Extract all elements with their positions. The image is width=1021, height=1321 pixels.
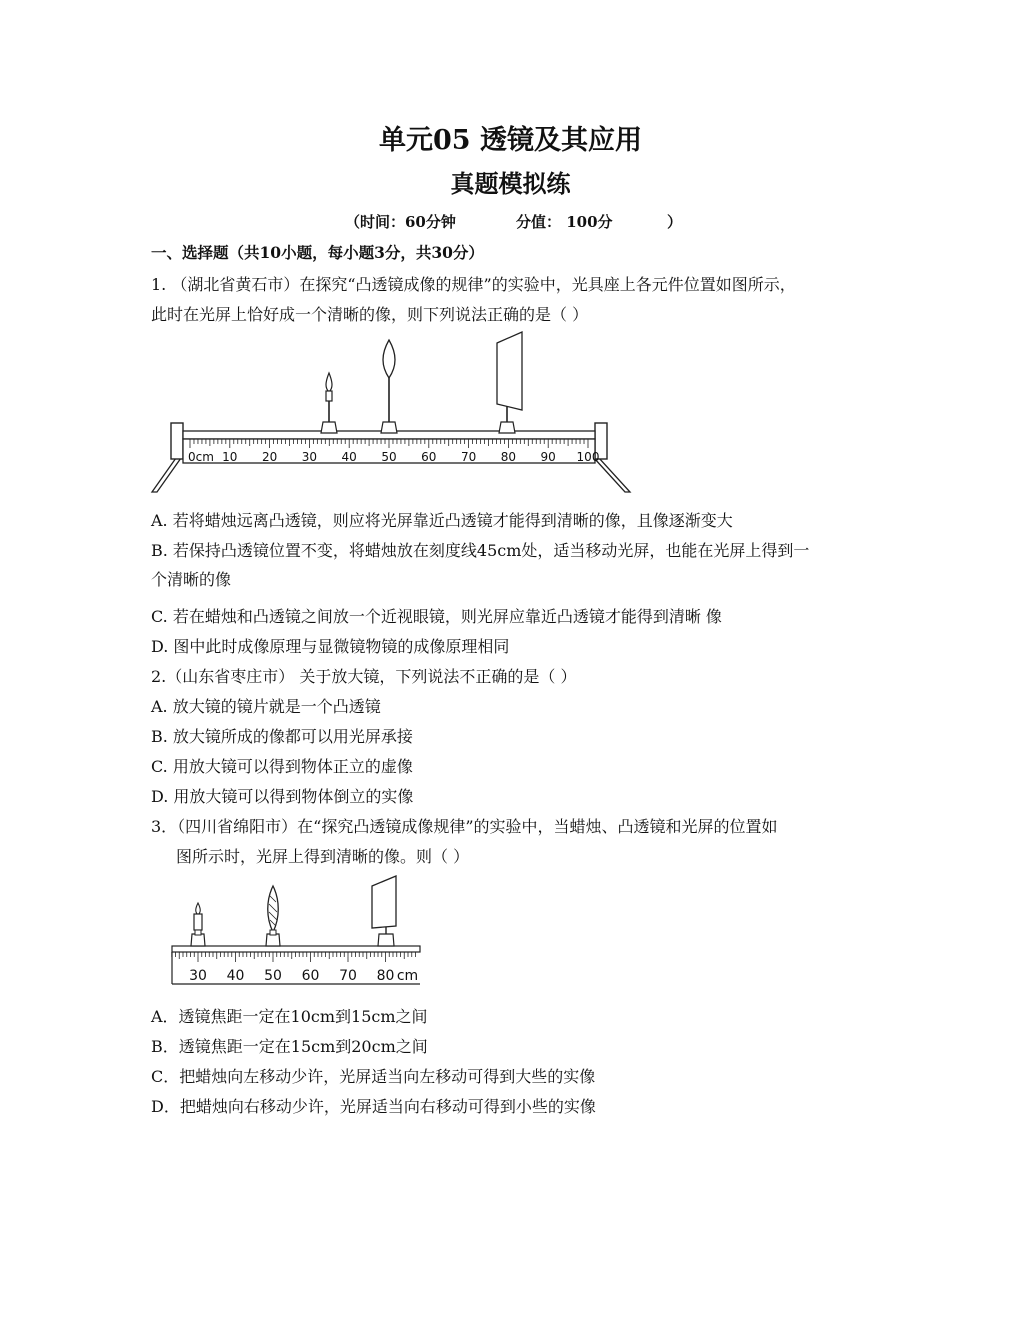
section-heading: 一、选择题（共10小题，每小题3分，共30分） [151, 243, 484, 262]
q3-option-c: C．把蜡烛向左移动少许，光屏适当向左移动可得到大些的实像 [151, 1067, 596, 1086]
q3-option-d: D．把蜡烛向右移动少许，光屏适当向右移动可得到小些的实像 [151, 1097, 596, 1116]
q3-stem-line1: 3．（四川省绵阳市）在“探究凸透镜成像规律”的实验中，当蜡烛、凸透镜和光屏的位置如 [151, 817, 778, 836]
q2-option-b: B. 放大镜所成的像都可以用光屏承接 [151, 727, 413, 746]
q2-option-a: A. 放大镜的镜片就是一个凸透镜 [151, 697, 381, 716]
light-screen-icon [497, 332, 522, 433]
ruler-label: 10 [222, 450, 238, 464]
ruler-label: 60 [421, 450, 437, 464]
q1-option-d: D. 图中此时成像原理与显微镜物镜的成像原理相同 [151, 637, 510, 656]
ruler-label: 0cm [188, 450, 214, 464]
ruler-label: 80 [376, 968, 395, 984]
q1-optical-bench-figure [140, 330, 640, 500]
q3-optical-bench-figure [168, 872, 428, 992]
score-label: 分值： 100分 [516, 213, 613, 231]
q3-stem-line2: 图所示时，光屏上得到清晰的像。则（ ） [176, 847, 470, 866]
ruler-label: 20 [261, 450, 278, 464]
ruler-label: 70 [460, 450, 477, 464]
q1-option-c: C. 若在蜡烛和凸透镜之间放一个近视眼镜，则光屏应靠近凸透镜才能得到清晰 像 [151, 607, 722, 626]
q1-stem-line1: 1. （湖北省黄石市）在探究“凸透镜成像的规律”的实验中，光具座上各元件位置如图所示， [151, 275, 796, 294]
ruler-label: 80 [500, 450, 517, 464]
ruler-label: 30 [189, 968, 207, 984]
header-close-paren: ） [667, 213, 683, 231]
convex-lens-icon [381, 340, 397, 433]
page-title: 单元05 透镜及其应用 [379, 125, 642, 156]
time-label: （时间：60分钟 [345, 213, 456, 231]
q1-option-b-line1: B. 若保持凸透镜位置不变，将蜡烛放在刻度线45cm处，适当移动光屏，也能在光屏上得到一 [151, 541, 810, 560]
ruler-label: 50 [381, 450, 397, 464]
candle-icon [191, 903, 205, 946]
ruler-label: 40 [341, 450, 357, 464]
ruler-label: 60 [301, 968, 320, 984]
q1-option-a: A. 若将蜡烛远离凸透镜，则应将光屏靠近凸透镜才能得到清晰的像，且像逐渐变大 [151, 511, 733, 530]
q2-option-c: C. 用放大镜可以得到物体正立的虚像 [151, 757, 413, 776]
ruler-label: 90 [540, 450, 556, 464]
q3-option-b: B．透镜焦距一定在15cm到20cm之间 [151, 1037, 428, 1056]
page-subtitle: 真题模拟练 [450, 169, 571, 198]
q2-option-d: D. 用放大镜可以得到物体倒立的实像 [151, 787, 414, 806]
ruler-label: cm [396, 968, 419, 984]
q2-stem: 2.（山东省枣庄市） 关于放大镜，下列说法不正确的是（ ） [151, 667, 577, 686]
ruler-label: 40 [226, 968, 245, 984]
q1-option-b-line2: 个清晰的像 [151, 570, 232, 589]
convex-lens-icon [266, 886, 280, 946]
q3-option-a: A．透镜焦距一定在10cm到15cm之间 [151, 1007, 428, 1026]
ruler-label: 100 [576, 450, 600, 464]
candle-icon [321, 373, 337, 433]
q1-stem-line2: 此时在光屏上恰好成一个清晰的像，则下列说法正确的是（ ） [151, 305, 589, 324]
ruler-label: 30 [301, 450, 318, 464]
ruler-label: 70 [339, 968, 357, 984]
light-screen-icon [372, 876, 396, 946]
ruler-label: 50 [264, 968, 282, 984]
